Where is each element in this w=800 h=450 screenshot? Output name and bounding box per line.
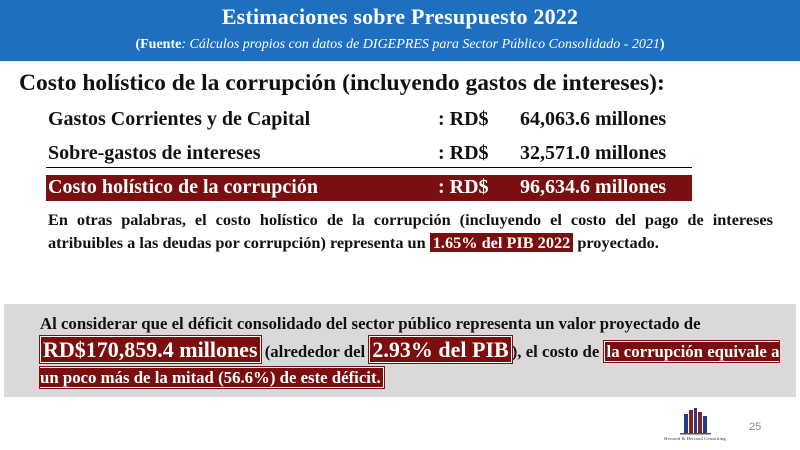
slide-title: Estimaciones sobre Presupuesto 2022 xyxy=(221,4,579,29)
deficit-callout-text: Al considerar que el déficit consolidado del sector público representa un valor proyectado de RD$170,859.4 millones (alrededor del 2.93% del PIB ), el costo de la corrupción equivale a un poco más de la mitad (56.6%) de este déficit. xyxy=(40,314,780,387)
page-number: 25 xyxy=(749,421,762,433)
cost-currency: : RD$ xyxy=(438,142,489,164)
cost-amount: 32,571.0 millones xyxy=(520,142,667,164)
cost-row-total xyxy=(46,175,692,201)
cost-row-current-capital xyxy=(46,108,692,133)
pib-highlight: 1.65% del PIB 2022 xyxy=(430,233,574,252)
section-heading: Costo holístico de la corrupción (incluyendo gastos de intereses): xyxy=(19,70,665,96)
company-logo xyxy=(650,406,740,448)
cost-label: Gastos Corrientes y de Capital xyxy=(48,108,311,130)
cost-amount: 96,634.6 millones xyxy=(520,176,667,198)
cost-amount: 64,063.6 millones xyxy=(520,108,667,130)
hh-building-logo-icon xyxy=(650,406,740,436)
explanation-paragraph: En otras palabras, el costo holístico de la corrupción (incluyendo el costo del pago de intereses atribuibles a las deudas por corrupción) representa un 1.65% del PIB 2022 proyectado. xyxy=(48,210,773,252)
logo-text: Herrand & Herrand Consulting xyxy=(664,436,726,441)
deficit-conclusion-highlight: la corrupción equivale a un poco más de la mitad (56.6%) de este déficit. xyxy=(40,342,780,387)
slide-subtitle: (Fuente: Cálculos propios con datos de DIGEPRES para Sector Público Consolidado - 2021) xyxy=(135,37,665,52)
deficit-amount-highlight: RD$170,859.4 millones xyxy=(40,336,261,363)
cost-label: Costo holístico de la corrupción xyxy=(48,176,318,198)
cost-row-interest xyxy=(46,142,692,168)
cost-currency: : RD$ xyxy=(438,176,489,198)
source-label: Fuente xyxy=(140,37,182,52)
deficit-callout-box xyxy=(4,304,796,397)
title-banner xyxy=(0,0,800,61)
deficit-pib-highlight: 2.93% del PIB xyxy=(369,336,511,363)
cost-currency: : RD$ xyxy=(438,108,489,130)
source-text: : Cálculos propios con datos de DIGEPRES para Sector Público Consolidado - 2021 xyxy=(181,37,660,52)
cost-label: Sobre-gastos de intereses xyxy=(48,142,261,164)
